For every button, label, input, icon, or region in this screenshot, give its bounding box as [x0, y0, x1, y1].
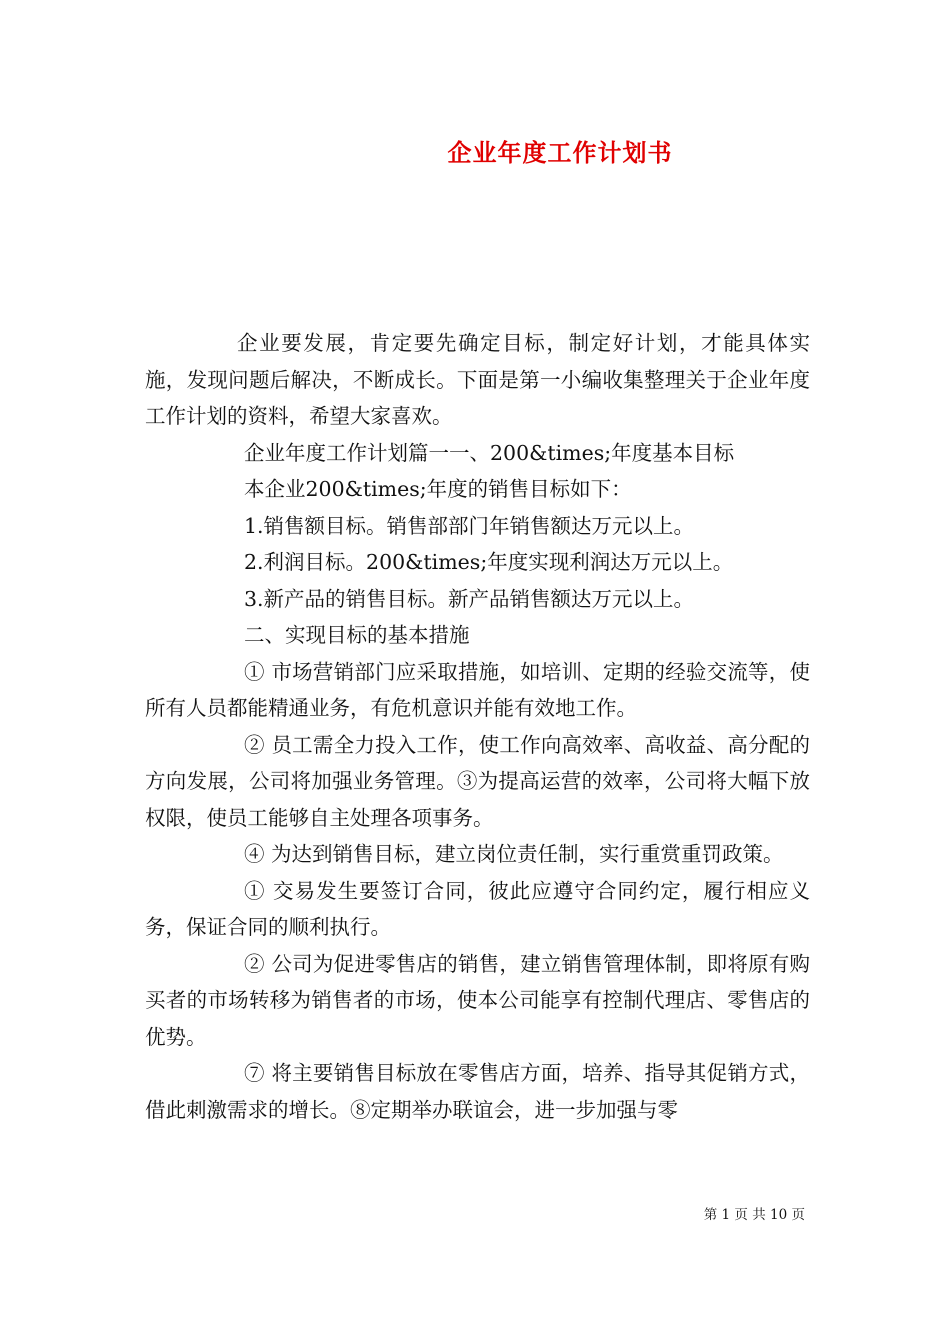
page-number-footer: 第 1 页 共 10 页 — [703, 1207, 805, 1223]
measure-paragraph: ① 市场营销部门应采取措施，如培训、定期的经验交流等，使所有人员都能精通业务，有危机意识并能有效地工作。 — [145, 659, 810, 720]
measure-paragraph: ② 员工需全力投入工作，使工作向高效率、高收益、高分配的方向发展，公司将加强业务管理。③为提高运营的效率，公司将大幅下放权限，使员工能够自主处理各项事务。 — [145, 732, 810, 830]
goals-intro: 本企业200&times;年度的销售目标如下： — [244, 477, 632, 501]
measure-paragraph: ④ 为达到销售目标，建立岗位责任制，实行重赏重罚政策。 — [244, 842, 784, 866]
intro-paragraph: 企业要发展，肯定要先确定目标，制定好计划，才能具体实施，发现问题后解决，不断成长。下面是第一小编收集整理关于企业年度工作计划的资料，希望大家喜欢。 — [145, 331, 810, 428]
document-body — [145, 325, 810, 1128]
measure-paragraph: ① 交易发生要签订合同，彼此应遵守合同约定，履行相应义务，保证合同的顺利执行。 — [145, 878, 810, 939]
document-title: 企业年度工作计划书 — [447, 138, 673, 167]
goal-item: 2.利润目标。200&times;年度实现利润达万元以上。 — [244, 550, 734, 574]
measure-paragraph: ⑦ 将主要销售目标放在零售店方面，培养、指导其促销方式，借此刺激需求的增长。⑧定期举办联谊会，进一步加强与零 — [145, 1061, 810, 1122]
section-heading-1: 企业年度工作计划篇一一、200&times;年度基本目标 — [244, 440, 735, 465]
goal-item: 3.新产品的销售目标。新产品销售额达万元以上。 — [244, 586, 695, 611]
section-heading-2: 二、实现目标的基本措施 — [244, 623, 470, 647]
goal-item: 1.销售额目标。销售部部门年销售额达万元以上。 — [244, 513, 695, 538]
measure-paragraph: ② 公司为促进零售店的销售，建立销售管理体制，即将原有购买者的市场转移为销售者的市场，使本公司能享有控制代理店、零售店的优势。 — [145, 951, 810, 1049]
